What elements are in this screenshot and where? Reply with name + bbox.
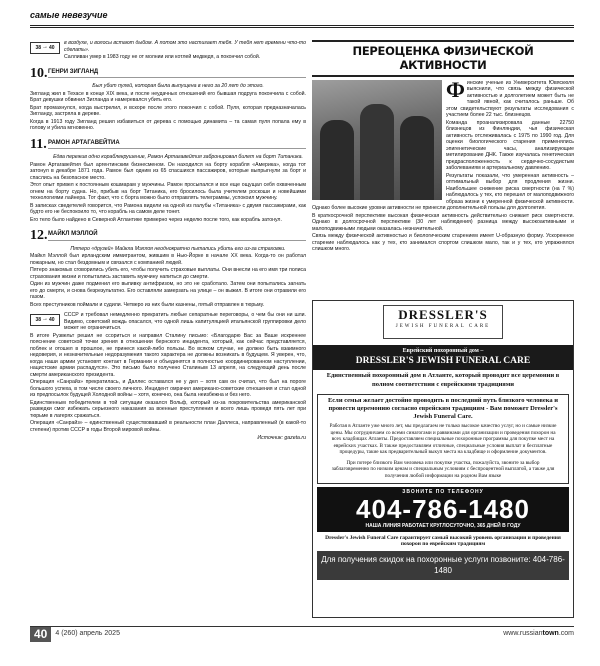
funeral-ad xyxy=(312,300,574,618)
page-header xyxy=(30,8,574,28)
entry-paragraph: Майкл Мэллой был ирландским иммигрантом, жившим в Нью-Йорке в начале XX века. Когда-то он работал пожарным, но стал бездомным и связался с компанией людей. xyxy=(30,253,306,266)
ad-discount-strip: Для получения скидок на похоронные услуги позвоните: 404-786-1480 xyxy=(317,551,569,580)
years-to: 40 xyxy=(49,316,55,323)
intro-block xyxy=(30,40,306,61)
left-column xyxy=(30,40,306,620)
brand-logo xyxy=(383,305,503,339)
phone-number[interactable]: 404-786-1480 xyxy=(356,494,530,525)
article-photo xyxy=(312,80,442,200)
entry-name: ГЕНРИ ЗИГЛАНД xyxy=(48,69,306,79)
years-from: 38 xyxy=(35,44,41,51)
years-badge xyxy=(30,42,60,54)
entry-paragraph: Зигланд жил в Техасе в конце XIX века, и после неудачных отношений его бывшая подруга покончила с собой. Брат девушки обвинил Зигланда и намеревался убить его. xyxy=(30,90,306,103)
entry-paragraph: Этот опыт привел к постоянным кошмарам у мужчины. Рамон просыпался и все еще ощущал себя охваченным огнем на борту судна. Но, прибыв на борт Титаника, его бросилось была учителем роскоши и новейшими технологиями лайнера. Тот факт, что с борта можно было отправлять телеграммы, успокоил мужчину. xyxy=(30,182,306,201)
entry-number: 12. xyxy=(30,228,48,243)
entry-paragraph: Пятеро знакомых сговорились убить его, чтобы получить страховые выплаты. Они внесли на его имя три полиса страхования жизни и попытались заставить мужчину напиться до смерти. xyxy=(30,267,306,280)
ad-guarantee: Dressler's Jewish Funeral Care гарантирует самый высокий уровень организации и проведения похорон по еврейским традициям xyxy=(325,534,561,548)
outro-paragraph: СССР и требовал немедленно прекратить любые сепаратные переговоры, о чем бы они ни шли. Видимо, советский вождь опасался, что одной лишь капитуляцией итальянской группировки дело может не ограничиться. xyxy=(64,312,306,331)
page-number: 40 xyxy=(30,627,51,642)
ad-headline-2: DRESSLER'S JEWISH FUNERAL CARE xyxy=(355,355,531,366)
years-from: 38 xyxy=(35,316,41,323)
years-badge xyxy=(30,314,60,326)
entry-number: 11. xyxy=(30,136,47,152)
entry-paragraph: Брат промахнулся, когда выстрелил, и вскоре после этого покончил с собой. Пуля, которая предназначалась Зигланду, застряла в дереве. xyxy=(30,104,306,117)
ad-headline-band xyxy=(313,345,573,370)
intro-text: Салливан умер в 1983 году не от молнии или котлей медведя, а покончил собой. xyxy=(64,54,261,60)
site-url-prefix: www.russian xyxy=(503,630,543,638)
ad-headline-1: Еврейский похоронный дом – xyxy=(402,348,484,354)
entry-paragraph: Всех преступников поймали и судили. Четверо из них были казнены, пятый отправлен в тюрьму. xyxy=(30,301,265,308)
arrow-icon: → xyxy=(42,316,48,323)
entry-paragraph: Когда в 1913 году Зигланд решил избавиться от дерева с помощью динамита – та самая пуля попала ему в голову и убила мгновенно. xyxy=(30,118,306,131)
ad-lead: Единственный похоронный дом в Атланте, который проводит все церемонии в полном соответствии с еврейскими традициями xyxy=(326,372,560,388)
ad-box-heading: Если семья желает достойно проводить в последний путь близкого человека и провести церемонию согласно еврейским традициям - Вам поможет Dressler's Jewish Funeral Care. xyxy=(327,396,559,420)
entry-11 xyxy=(30,136,306,224)
article-paragraph: Команда проанализировала данные 22750 близнецов из Финляндии, чья физическая активность отслеживалась с 1975 по 1990 год. Для оценки биологического старения применялись эпигенетические часы, анализирующие метилирование ДНК. Также изучалась генетическая предрасположенность к сердечно-сосудистым заболеваниям и артериальному давлению. xyxy=(446,119,574,172)
entry-paragraph: Один из мужчин даже подменил его выпивку антифризом, но это не сработало. Затем они попытались загнать его до смерти, и снова безрезультатно. Его оставляли замерзать на улице – он выжил. В итоге они отравили его газом. xyxy=(30,281,306,300)
site-url-suffix: .com xyxy=(558,630,574,638)
page-footer xyxy=(30,626,574,642)
source-credit: Источник: gazeta.ru xyxy=(257,435,306,441)
article-paragraph: инские ученые из Университета Ювяскюля выяснили, что связь между физической активностью и долголетием может быть не такой явной, как считалось раньше. Об этом свидетельствуют результаты исследования с участием более 22 тыс. близнецов. xyxy=(446,79,574,119)
ad-notice: При потере близкого Вам человека или покупке участка, пожалуйста, звоните за выбор заблаговременно по низким ценам и специальным условиям с беспроцентной выплатой, а также для получения любой информации на родном Вам языке xyxy=(331,459,555,479)
site-url-bold: town xyxy=(542,630,559,638)
article-paragraph: Результаты показали, что умеренная активность – оптимальный выбор для продления жизни. Наибольшее снижение риска смертности (на 7 %) наблюдалось у тех, кто перешел от малоподвижного образа жизни к умеренной физической активности. Однако более высокие уровни активности не принесли дополнительной пользы для долголетия. xyxy=(312,172,574,212)
entry-paragraph: Его тело было найдено в Северной Атлантике примерно через неделю после того, как корабль затонул. xyxy=(30,216,282,223)
entry-subtitle: Пятеро «друзей» Майкла Мэллоя неоднократно пытались убить его из-за страховки. xyxy=(70,245,286,252)
site-url[interactable] xyxy=(503,630,574,639)
entry-subtitle: Едва пережив одно кораблекрушение, Рамон Артагавейтия забронировал билет на борт Титаника. xyxy=(53,154,303,160)
outro-block xyxy=(30,312,306,442)
entry-subtitle: Был убит пулей, которая была выпущена в него за 20 лет до этого. xyxy=(92,83,264,89)
ad-phone-block xyxy=(317,487,569,532)
outro-paragraph: Операция «Санрайз» – единственный существовавший в реальности план Даллеса, направленный (в какой-то степени) против СССР в годы Второй мировой войны. xyxy=(30,420,306,433)
phone-hours: НАША ЛИНИЯ РАБОТАЕТ КРУГЛОСУТОЧНО, 365 ДНЕЙ В ГОДУ xyxy=(365,523,521,530)
article-paragraph: Связь между физической активностью и биологическим старением имеет U-образную форму. Ускоренное старение наблюдалось как у тех, кто занимался спортом слишком мало, так и у тех, кто упражнялся слишком много. xyxy=(312,233,574,253)
issue-info: 4 (260) апрель 2025 xyxy=(55,630,120,638)
intro-quote: в воздухе, и волосы встают дыбом. А потом это настигает тебя. У тебя нет времени что-то сделать». xyxy=(64,40,306,53)
section-title: самые невезучие xyxy=(30,10,108,20)
arrow-icon: → xyxy=(42,44,48,51)
entry-paragraph: В записках сведетелей говорится, что Рамона видели на одной из палубы «Титаника» с двумя пассажирами, как будто его не беспокоило то, что корабль на самом деле тонет. xyxy=(30,202,306,215)
entry-paragraph: Рамон Артагавейтия был аргентинским бизнесменом. Он находился на борту корабля «Америка», когда тот затонул в декабре 1871 года. Рамон был одним из 65 спасшихся пассажиров, которые выпрыгнули за борт и спаслись на безопасное место. xyxy=(30,161,306,181)
entry-name: МАЙКЛ МЭЛЛОЙ xyxy=(48,231,306,241)
outro-paragraph: В итоге Рузвельт решил не ссориться и направил Сталину письмо: «Благодарю Вас за Ваше искреннее пояснение советской точки зрения в отношении бернского инцидента, который, как сейчас представляется, поблек и отошел в прошлое, не принеся какой-либо пользы. Во всяком случае, не должно быть взаимного недоверия, и незначительные недоразумения такого характера не должны возникать в будущем. Я уверен, что, когда наши армии установят контакт в Германии и объединятся в полностью координированном наступлении, нацистские армии распадутся». Это письмо было получено Сталиным 13 апреля, на следующий день после смерти американского президента. xyxy=(30,332,306,378)
outro-paragraph: Операция «Санрайз» прекратилась, и Даллес оставался не у дел – хотя сам он считал, что был на пороге большого успеха, в том числе своего личного. Инцидент омрачил американо-советские отношения и стал одной из предпосылок будущей Холодной войны – хотя, конечно, она была неизбежна и без него. xyxy=(30,379,306,398)
entry-10 xyxy=(30,65,306,132)
entry-name: РАМОН АРТАГАВЕЙТИА xyxy=(48,140,306,150)
article-title: ПЕРЕОЦЕНКА ФИЗИЧЕСКОЙ АКТИВНОСТИ xyxy=(312,40,574,77)
entry-number: 10. xyxy=(30,65,48,81)
entry-12 xyxy=(30,227,306,308)
article-paragraph: В краткосрочной перспективе высокая физическая активность действительно снижает риск смертности. Однако в долгосрочной перспективе (30 лет наблюдения) разница между высокоактивными и малоподвижными людьми оказалась незначительной. xyxy=(312,212,574,232)
outro-paragraph: Единственным победителем в той ситуации оказался Вольф, который из-за покровительства американской разведки смог избежать серьезного наказания за военные преступления и всего лишь проведя пять лет при тюрьме в лагерях сражаться. xyxy=(30,399,306,419)
years-to: 40 xyxy=(49,44,55,51)
ad-info-box xyxy=(317,394,569,484)
drop-cap: Ф xyxy=(446,76,465,102)
brand-name: DRESSLER'S xyxy=(398,307,488,322)
phone-label: ЗВОНИТЕ ПО ТЕЛЕФОНУ xyxy=(402,489,484,495)
brand-subtitle: JEWISH FUNERAL CARE xyxy=(395,324,491,329)
ad-box-text: Работая в Атланте уже много лет, мы предлагаем не только высокое качество услуг, но и самые низкие цены. Мы сотрудничаем со всеми синагогами и раввинами для организации и проведения похорон на всех кладбищах Атланты. Предоставляем специальные похоронные программы для покупке мест на еврейских участках. В также предоставляем отличные, специальные условия выплат и бесплатные процедуры, такие как предварительный выкуп места на кладбище и оформление документов. xyxy=(329,423,557,455)
